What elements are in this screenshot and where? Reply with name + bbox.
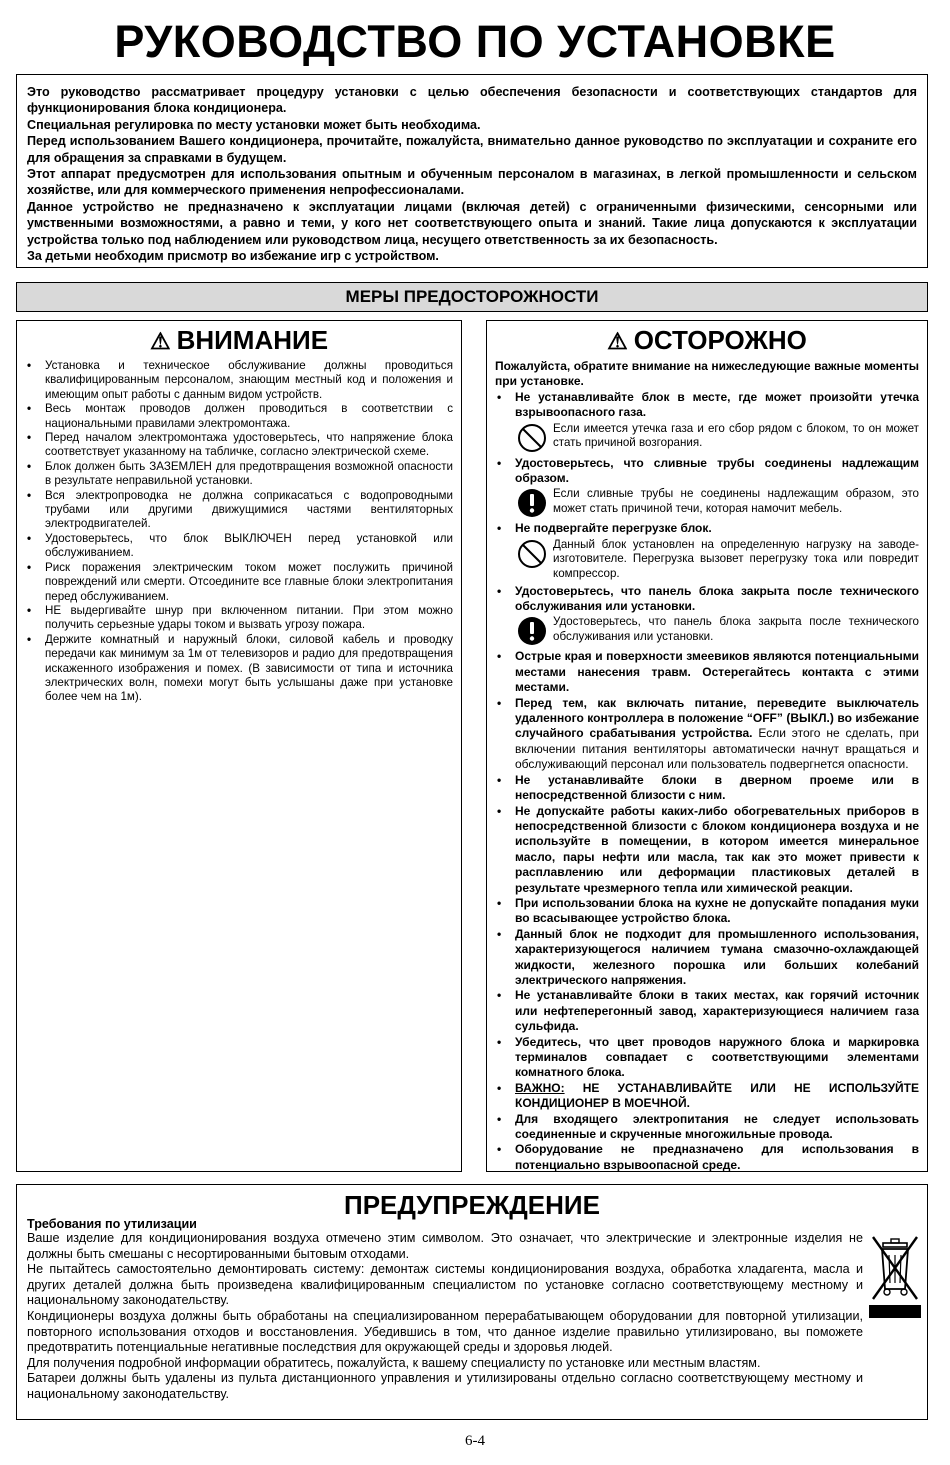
item-note <box>515 538 919 582</box>
list-item: • Не устанавливайте блоки в дверном проеме или в непосредственной близости с ним. <box>495 773 919 804</box>
list-item <box>495 584 919 648</box>
intro-paragraph: Данное устройство не предназначено к эксплуатации лицами (включая детей) с ограниченными физическими, сенсорными или умственными возможностями, а равно и теми, у кого нет соответствующего опыта и знаний. Такие лица допускаются к эксплуатации устройства только под наблюдением или руководством лица, несущего ответственность за их безопасность. <box>27 199 917 247</box>
list-item: • Убедитесь, что цвет проводов наружного блока и маркировка терминалов совпадает с соответствующими элементами комнатного блока. <box>495 1035 919 1081</box>
attention-heading-row <box>25 324 453 357</box>
warning-triangle-icon: ⚠ <box>607 328 628 354</box>
list-item <box>495 696 919 773</box>
precautions-heading: МЕРЫ ПРЕДОСТОРОЖНОСТИ <box>16 282 928 312</box>
important-label: ВАЖНО: <box>515 1080 565 1095</box>
item-note <box>515 615 919 647</box>
list-item: • Оборудование не предназначено для использования в потенциально взрывоопасной среде. <box>495 1142 919 1172</box>
item-note <box>515 487 919 519</box>
caution-heading-row <box>495 324 919 357</box>
warning-triangle-icon: ⚠ <box>149 328 171 354</box>
item-note <box>515 422 919 454</box>
item-note-text: Данный блок установлен на определенную нагрузку на заводе- изготовителе. Перегрузка вызовет перегрузку тока или повредит компрессор. <box>553 537 919 581</box>
list-item: • Острые края и поверхности змеевиков являются потенциальными местами нанесения травм. Остерегайтесь контакта с этими местами. <box>495 649 919 695</box>
list-item <box>495 1081 919 1112</box>
crossed-bin-icon <box>869 1233 921 1309</box>
intro-paragraph: Перед использованием Вашего кондиционера, прочитайте, пожалуйста, внимательно данное руководство по эксплуатации и сохраните его для обращения за справками в будущем. <box>27 134 917 165</box>
caution-list <box>495 390 919 1172</box>
list-item: • НЕ выдергивайте шнур при включенном питании. При этом можно получить серьезные удары током и вызвать угрозу пожара. <box>25 604 453 633</box>
item-note-text: Если имеется утечка газа и его сбор рядом с блоком, то он может стать причиной возгорания. <box>553 421 919 450</box>
item-text: Не подвергайте перегрузке блок. <box>515 521 712 536</box>
caution-panel <box>486 320 928 1172</box>
attention-panel <box>16 320 462 1172</box>
list-item: • Установка и техническое обслуживание должны проводиться квалифицированным персоналом, знающим местный код и положения и имеющим опыт работы с данным видом устройств. <box>25 359 453 402</box>
mandatory-icon <box>515 487 549 519</box>
page-number: 6-4 <box>465 1433 485 1449</box>
list-item <box>495 521 919 581</box>
bin-underline-bar <box>869 1305 921 1318</box>
item-note-text: Если сливные трубы не соединены надлежащим образом, это может стать причиной течи, которая намочит мебель. <box>553 487 919 516</box>
list-item <box>495 390 919 454</box>
item-text: Удостоверьтесь, что панель блока закрыта после технического обслуживания или установки. <box>515 583 919 614</box>
notice-body <box>27 1231 863 1403</box>
item-text-tail: Если этого не сделать, при включении питания вентиляторы автоматически начнут вращаться и обслуживающий персонал или пользователь подвергнется опасности. <box>515 726 919 772</box>
attention-heading: ВНИМАНИЕ <box>176 325 329 355</box>
notice-paragraph: Батареи должны быть удалены из пульта дистанционного управления и утилизированы отдельно согласно соответствующему местному и национальному законодательству. <box>27 1371 863 1401</box>
caution-intro: Пожалуйста, обратите внимание на нижеследующие важные моменты при установке. <box>495 359 919 389</box>
notice-paragraph: Кондиционеры воздуха должны быть обработаны на специализированном перерабатывающем оборудовании для повторной утилизации, повторного использования отходов и восстановления. Убедившись в том, что данное изделие правильно утилизировано, вы поможете предотвратить потенциальные негативные последствия для окружающей среды и здоровья людей. <box>27 1308 863 1355</box>
item-text: Не устанавливайте блок в месте, где может произойти утечка взрывоопасного газа. <box>515 389 919 420</box>
caution-heading: ОСТОРОЖНО <box>633 325 807 355</box>
item-text: Удостоверьтесь, что сливные трубы соединены надлежащим образом. <box>515 455 919 486</box>
list-item: • Удостоверьтесь, что блок ВЫКЛЮЧЕН перед установкой или обслуживанием. <box>25 532 453 561</box>
intro-paragraph: Это руководство рассматривает процедуру установки с целью обеспечения безопасности и соответствующих стандартов для функционирования блока кондиционера. <box>27 85 917 116</box>
prohibited-icon <box>515 538 549 570</box>
mandatory-icon <box>515 615 549 647</box>
notice-paragraph: Не пытайтесь самостоятельно демонтировать систему: демонтаж системы кондиционирования воздуха, обработка хладагента, масла и других деталей должна быть произведена квалифицированным специалистом по установке согласно соответствующему местному и национальному законодательству. <box>27 1262 863 1308</box>
attention-list <box>25 359 453 705</box>
list-item: • Блок должен быть ЗАЗЕМЛЕН для предотвращения возможной опасности в результате неправильной установки. <box>25 460 453 489</box>
notice-paragraph: Для получения подробной информации обратитесь, пожалуйста, к вашему специалисту по установке или местным властям. <box>27 1355 761 1370</box>
list-item: • Весь монтаж проводов должен проводиться в соответствии с национальными правилами электромонтажа. <box>25 402 453 431</box>
intro-paragraph: Этот аппарат предусмотрен для использования опытным и обученным персоналом в магазинах, в легкой промышленности и сельском хозяйстве, или для коммерческого применения непрофессионалами. <box>27 167 917 198</box>
item-text: Перед тем, как включать питание, переведите выключатель удаленного контроллера в положение “OFF” (ВЫКЛ.) во избежание случайного срабатывания устройства. <box>515 695 919 741</box>
list-item: • Для входящего электропитания не следует использовать соединенные и скрученные многожильные провода. <box>495 1112 919 1143</box>
item-note-text: Удостоверьтесь, что панель блока закрыта после технического обслуживания или установки. <box>553 615 919 644</box>
list-item: • Перед началом электромонтажа удостоверьтесь, что напряжение блока соответствует указанному на табличке, согласно электрической схеме. <box>25 431 453 460</box>
list-item: • Вся электропроводка не должна соприкасаться с водопроводными трубами или другими движущимися частями вентиляторных электродвигателей. <box>25 489 453 532</box>
list-item: • Данный блок не подходит для промышленного использования, характеризующегося наличием тумана смазочно-охлаждающей жидкости, железного порошка или больших колебаний электрического напряжения. <box>495 927 919 989</box>
notice-paragraph: Ваше изделие для кондиционирования воздуха отмечено этим символом. Это означает, что электрические и электронные изделия не должны быть смешаны с несортированными бытовым отходами. <box>27 1231 863 1261</box>
notice-subheading: Требования по утилизации <box>27 1217 197 1231</box>
list-item: • Риск поражения электрическим током может послужить причиной повреждений или смерти. Отсоедините все главные блоки электропитания перед обслуживанием. <box>25 561 453 604</box>
notice-heading: ПРЕДУПРЕЖДЕНИЕ <box>344 1190 600 1220</box>
disposal-notice-box <box>16 1184 928 1420</box>
intro-paragraph: За детьми необходим присмотр во избежание игр с устройством. <box>27 249 439 264</box>
intro-box <box>16 74 928 268</box>
page-title: РУКОВОДСТВО ПО УСТАНОВКЕ <box>114 16 836 67</box>
prohibited-icon <box>515 422 549 454</box>
list-item: • Держите комнатный и наружный блоки, силовой кабель и проводку передачи как минимум за 1м от телевизоров и радио для предотвращения искаженного изображения и помех. (В зависимости от типа и источника электрических волн, помехи могут быть услышаны даже при установке более чем на 1м). <box>25 633 453 705</box>
list-item: • Не допускайте работы каких-либо обогревательных приборов в непосредственной близости с блоком кондиционера воздуха и не используйте в помещении, в котором имеется минеральное масло, пары нефти или масла, так как это может привести к расплавлению или деформации пластиковых деталей в результате чрезмерного тепла или химической реакции. <box>495 804 919 896</box>
intro-paragraph: Специальная регулировка по месту установки может быть необходима. <box>27 117 481 132</box>
list-item: • При использовании блока на кухне не допускайте попадания муки во всасывающее устройство блока. <box>495 896 919 927</box>
item-text: НЕ УСТАНАВЛИВАЙТЕ ИЛИ НЕ ИСПОЛЬЗУЙТЕ КОНДИЦИОНЕР В МОЕЧНОЙ. <box>515 1080 919 1111</box>
list-item: • Не устанавливайте блоки в таких местах, как горячий источник или нефтеперегонный завод, характеризующиеся наличием газа сульфида. <box>495 988 919 1034</box>
list-item <box>495 456 919 520</box>
